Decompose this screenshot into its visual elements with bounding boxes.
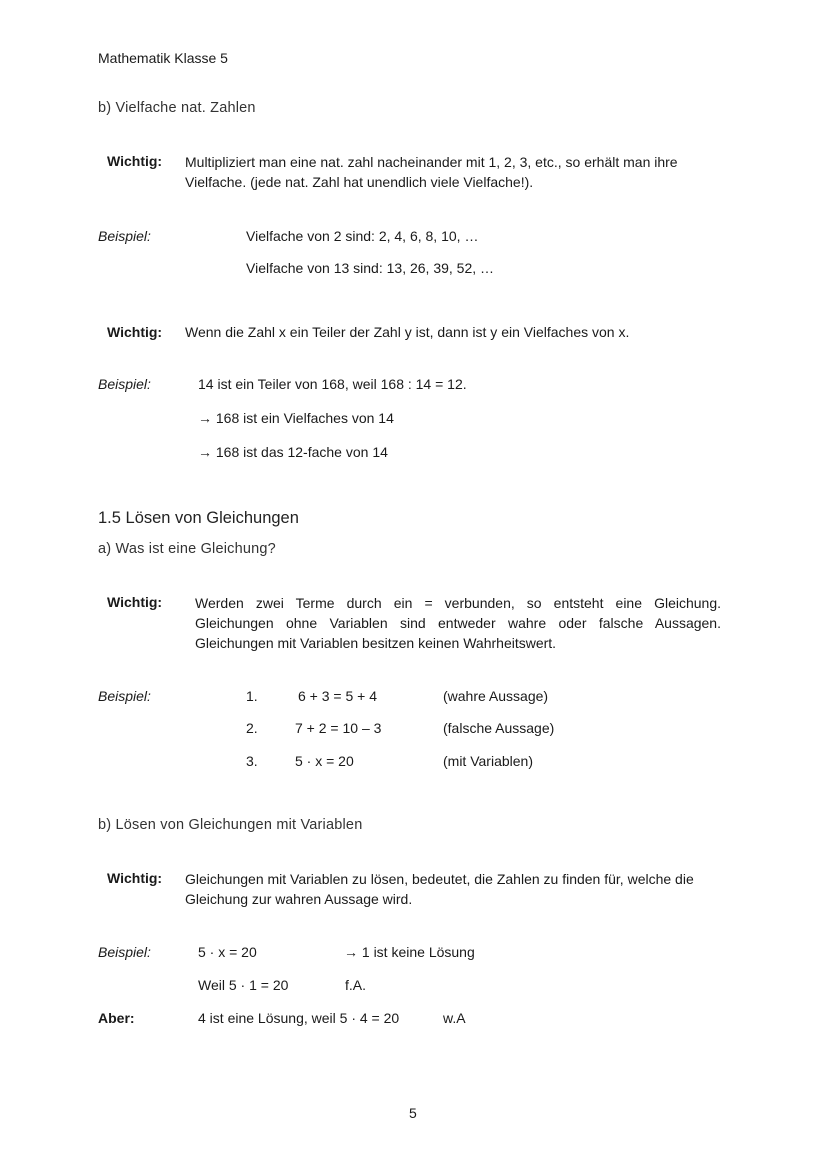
important-label: Wichtig:	[107, 324, 163, 340]
subsection-heading-multiples: b) Vielfache nat. Zahlen	[98, 100, 256, 116]
example-line: Vielfache von 13 sind: 13, 26, 39, 52, …	[246, 260, 495, 276]
important-text: Multipliziert man eine nat. zahl nacheinander mit 1, 2, 3, etc., so erhält man ihre Vielfache. (jede nat. Zahl hat unendlich viele Vielfache!).	[185, 154, 678, 190]
conclusion-text: → 1 ist keine Lösung	[344, 944, 475, 960]
but-text: 4 ist eine Lösung, weil 5 · 4 = 20	[198, 1010, 400, 1026]
example-label: Beispiel:	[98, 376, 151, 392]
reason-text: Weil 5 · 1 = 20	[198, 977, 289, 993]
example-line: → 168 ist das 12-fache von 14	[198, 444, 388, 460]
equation: 5 · x = 20	[198, 944, 257, 960]
equation: 5 · x = 20	[295, 753, 354, 769]
truth-tag: w.A	[443, 1010, 466, 1026]
page-number: 5	[409, 1105, 417, 1121]
equation-description: (mit Variablen)	[443, 753, 533, 769]
page-header: Mathematik Klasse 5	[98, 50, 228, 66]
example-line: → 168 ist ein Vielfaches von 14	[198, 410, 394, 426]
example-label: Beispiel:	[98, 688, 151, 704]
important-label: Wichtig:	[107, 594, 163, 610]
but-label: Aber:	[98, 1010, 135, 1026]
example-label: Beispiel:	[98, 944, 151, 960]
subsection-heading: a) Was ist eine Gleichung?	[98, 541, 276, 557]
equation: 6 + 3 = 5 + 4	[298, 688, 378, 704]
important-text: Werden zwei Terme durch ein = verbunden, so entsteht eine Gleichung. Gleichungen ohne Variablen sind entweder wahre oder falsche Aussagen. Gleichungen mit Variablen besitzen keinen Wahrheitswert.	[195, 595, 721, 651]
important-text: Wenn die Zahl x ein Teiler der Zahl y ist, dann ist y ein Vielfaches von x.	[185, 324, 630, 340]
equation-description: (falsche Aussage)	[443, 720, 555, 736]
equation-number: 1.	[246, 688, 258, 704]
section-heading: 1.5 Lösen von Gleichungen	[98, 509, 299, 527]
important-text: Gleichungen mit Variablen zu lösen, bedeutet, die Zahlen zu finden für, welche die Gleichung zur wahren Aussage wird.	[185, 871, 694, 907]
example-line: 14 ist ein Teiler von 168, weil 168 : 14 = 12.	[198, 376, 467, 392]
truth-tag: f.A.	[345, 977, 367, 993]
example-label: Beispiel:	[98, 228, 151, 244]
equation: 7 + 2 = 10 – 3	[295, 720, 382, 736]
equation-number: 3.	[246, 753, 258, 769]
equation-description: (wahre Aussage)	[443, 688, 549, 704]
example-line: Vielfache von 2 sind: 2, 4, 6, 8, 10, …	[246, 228, 479, 244]
subsection-heading: b) Lösen von Gleichungen mit Variablen	[98, 817, 363, 833]
equation-number: 2.	[246, 720, 258, 736]
important-label: Wichtig:	[107, 870, 163, 886]
important-label: Wichtig:	[107, 153, 163, 169]
